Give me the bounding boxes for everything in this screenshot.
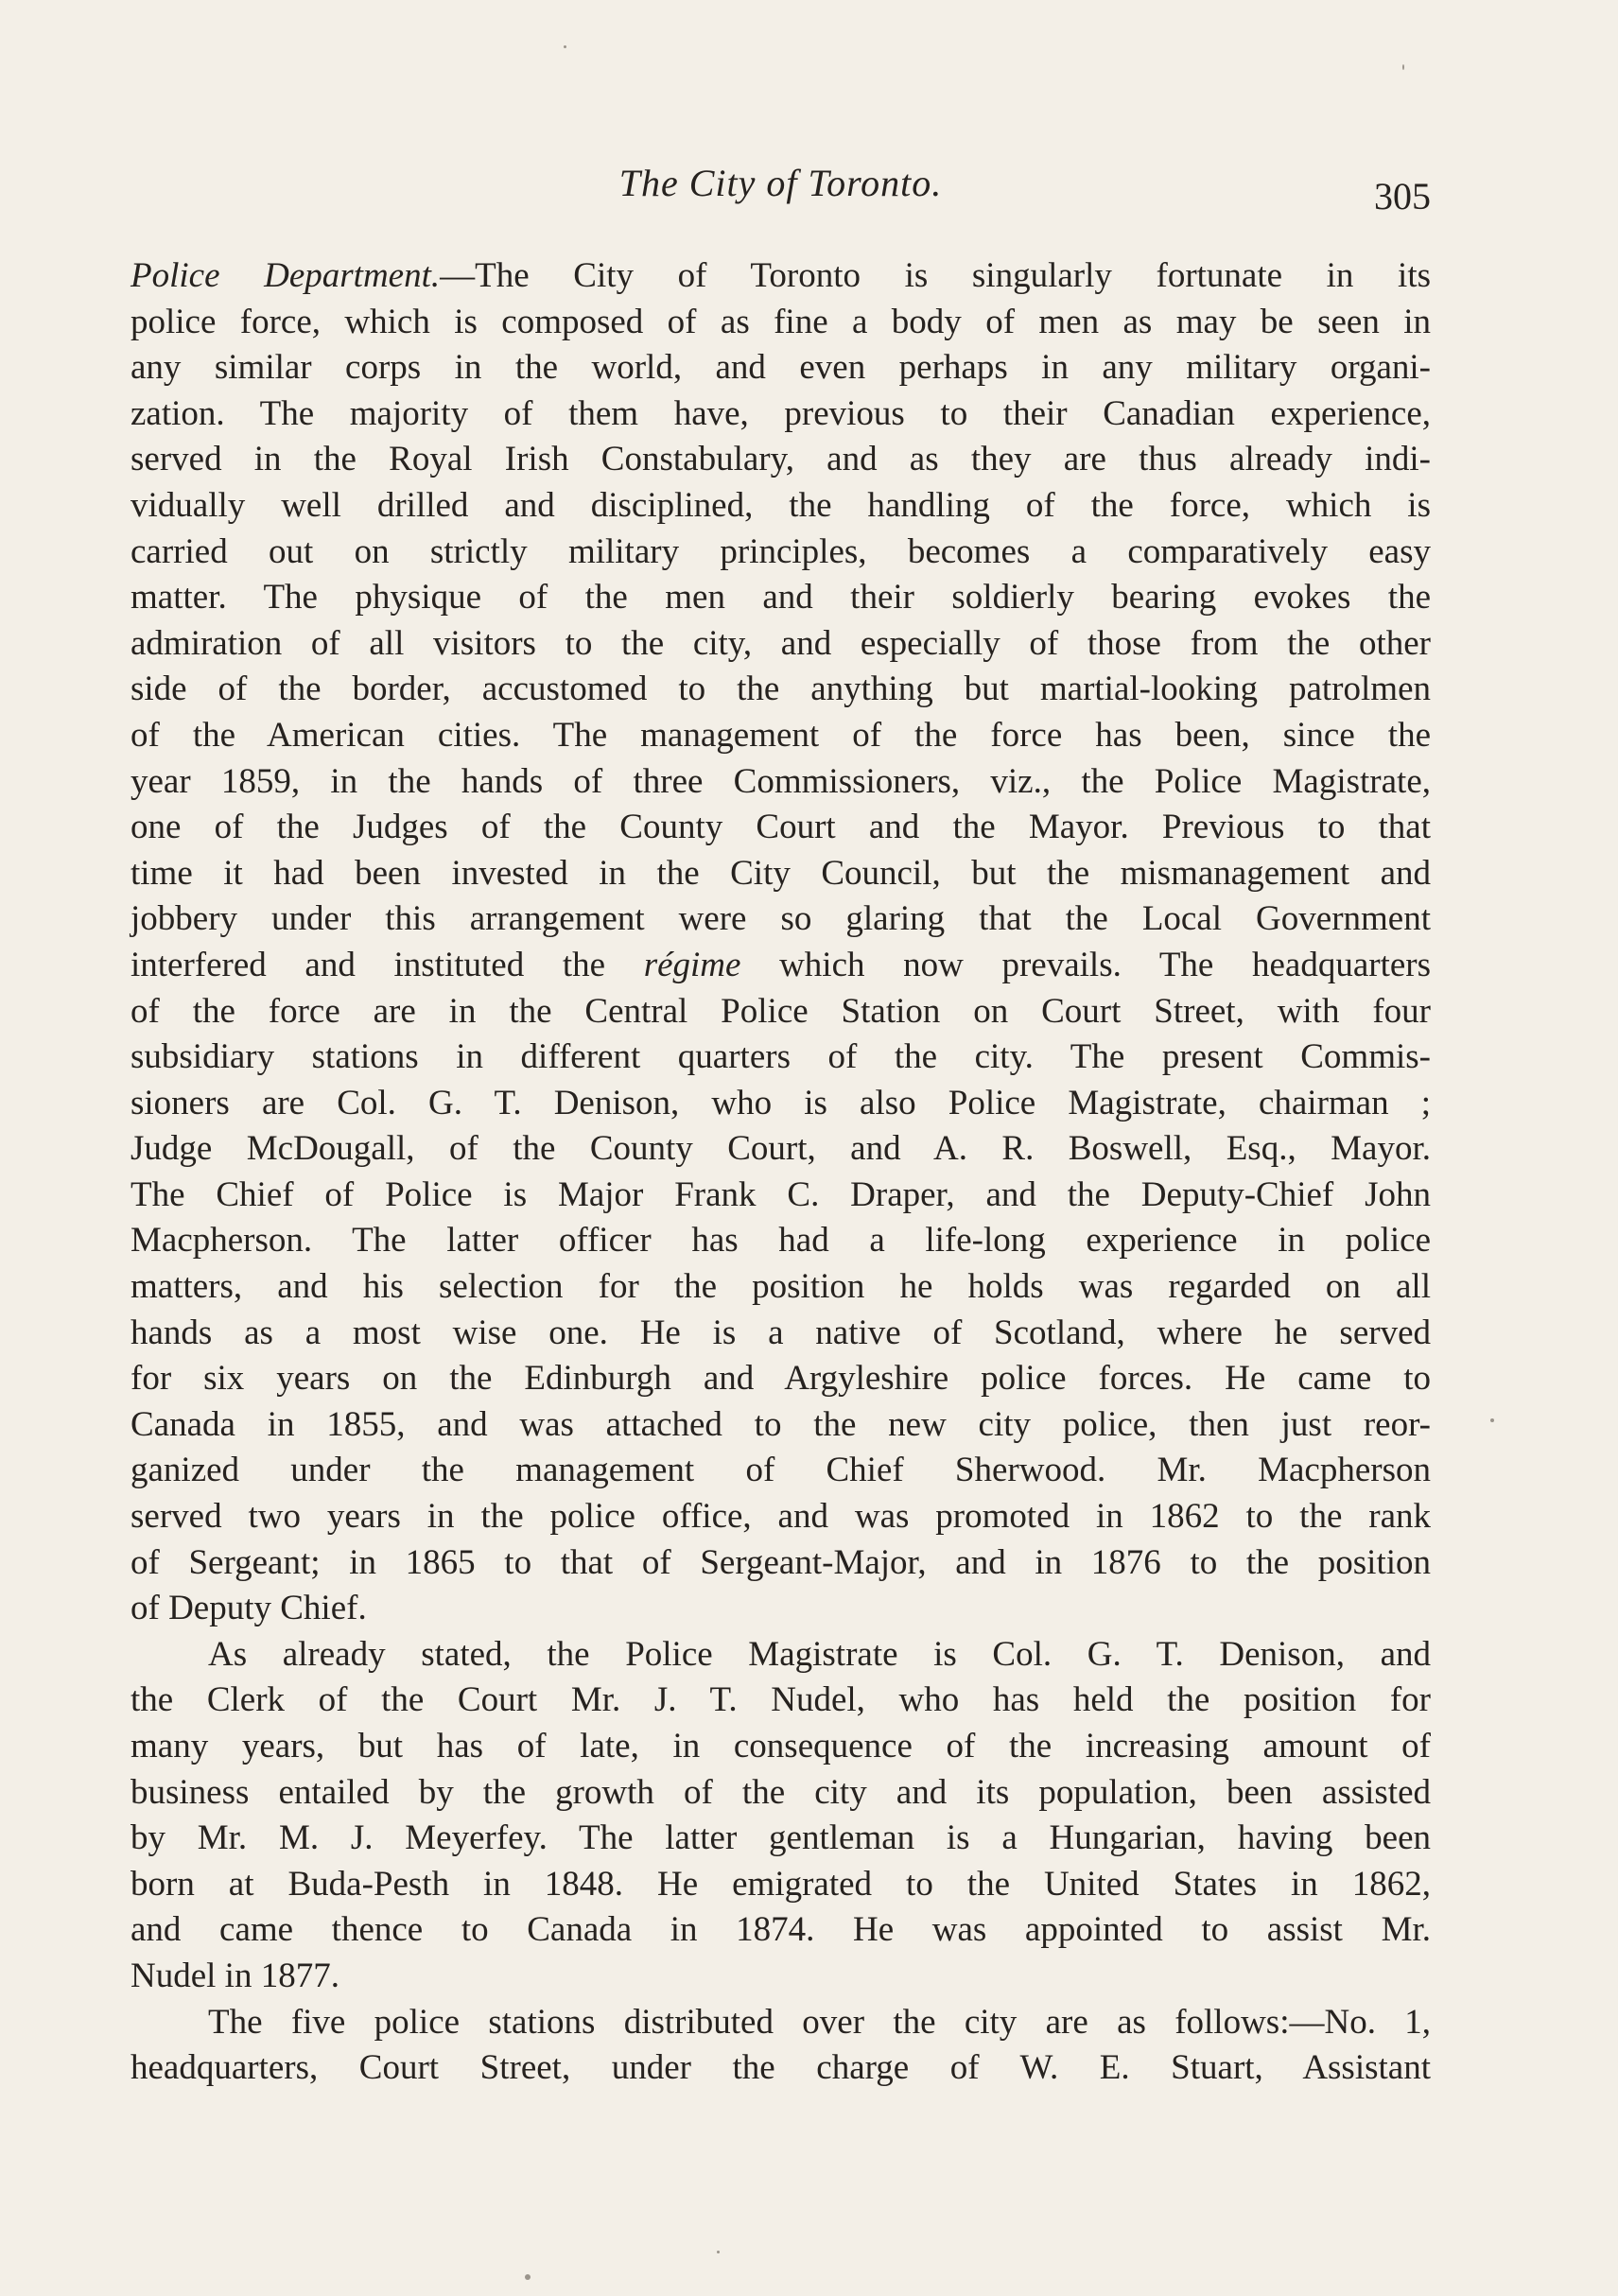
scan-speck [1402,64,1404,70]
line-text: many years, but has of late, in consequence of the increasing amount of [130,1727,1431,1765]
text-line [130,621,1431,668]
text-line [130,1356,1431,1402]
text-line [130,1724,1431,1770]
line-text: Canada in 1855, and was attached to the new city police, then just reor- [130,1404,1431,1444]
line-text: of Sergeant; in 1865 to that of Sergeant-Major, and in 1876 to the position [130,1542,1431,1582]
text-line [130,2045,1431,2092]
line-text: carried out on strictly military principles, becomes a comparatively easy [130,531,1431,571]
line-text: sioners are Col. G. T. Denison, who is also Police Magistrate, chairman ; [130,1083,1431,1122]
line-text: and came thence to Canada in 1874. He was appointed to assist Mr. [130,1910,1431,1950]
line-text: headquarters, Court Street, under the charge of W. E. Stuart, Assistant [130,2048,1431,2088]
text-line [130,713,1431,759]
text-line [130,1540,1431,1587]
text-line [130,896,1431,943]
line-text: of the American cities. The management of the force has been, since the [130,715,1431,755]
line-text: served two years in the police office, and was promoted in 1862 to the rank [130,1497,1431,1537]
text-line [130,1081,1431,1127]
text-line [130,1311,1431,1357]
text-line [130,1907,1431,1954]
text-line [130,1173,1431,1219]
text-line [130,1218,1431,1264]
line-text: any similar corps in the world, and even perhaps in any military organi- [130,348,1431,388]
line-text: matter. The physique of the men and their soldierly bearing evokes the [130,578,1431,617]
text-line [130,345,1431,391]
italic-term: régime [643,945,741,984]
line-text-continued: which now prevails. The headquarters [740,945,1431,984]
line-text: police force, which is composed of as fine a body of men as may be seen in [130,302,1431,341]
line-text: one of the Judges of the County Court and the Mayor. Previous to that [130,808,1431,847]
line-text: ganized under the management of Chief Sherwood. Mr. Macpherson [130,1451,1431,1490]
line-text: business entailed by the growth of the city and its population, been assisted [130,1772,1431,1812]
scan-speck [525,2274,531,2280]
text-line [130,1678,1431,1724]
line-text: served in the Royal Irish Constabulary, and as they are thus already indi- [130,440,1431,479]
text-line [130,1126,1431,1173]
line-text: The Chief of Police is Major Frank C. Draper, and the Deputy-Chief John [130,1174,1431,1214]
line-text: zation. The majority of them have, previous to their Canadian experience, [130,393,1431,433]
text-line [130,437,1431,483]
text-line [130,1954,1431,2000]
text-line [130,253,1431,300]
line-text: Nudel in 1877. [130,1956,339,1995]
line-text: vidually well drilled and disciplined, the handling of the force, which is [130,485,1431,525]
line-text: Macpherson. The latter officer has had a life-long experience in police [130,1221,1431,1261]
text-line [130,2000,1431,2046]
line-text: subsidiary stations in different quarters of the city. The present Commis- [130,1037,1431,1077]
section-heading: Police Department. [130,256,441,295]
line-text: by Mr. M. J. Meyerfey. The latter gentleman is a Hungarian, having been [130,1818,1431,1858]
text-line [130,943,1431,989]
line-text: time it had been invested in the City Council, but the mismanagement and [130,853,1431,893]
text-line [130,667,1431,713]
text-line [130,483,1431,530]
line-text: born at Buda-Pesth in 1848. He emigrated to the United States in 1862, [130,1864,1431,1904]
line-text: hands as a most wise one. He is a native of Scotland, where he served [130,1313,1431,1352]
running-title: The City of Toronto. [618,162,943,204]
scan-speck [1490,1418,1494,1422]
line-text: —The City of Toronto is singularly fortunate in its [440,256,1432,295]
line-text: Judge McDougall, of the County Court, and A. R. Boswell, Esq., Mayor. [130,1129,1431,1169]
line-text: for six years on the Edinburgh and Argyleshire police forces. He came to [130,1359,1431,1399]
scan-speck [717,2251,720,2253]
page-number: 305 [1374,175,1431,217]
text-line [130,1494,1431,1540]
text-line [130,1035,1431,1081]
text-line [130,851,1431,897]
text-line [130,1264,1431,1311]
line-text: of the force are in the Central Police Station on Court Street, with four [130,991,1431,1031]
text-line [130,1862,1431,1908]
text-line [130,575,1431,621]
text-line [130,391,1431,438]
text-line [130,989,1431,1035]
body-text [130,253,1431,2092]
line-text: matters, and his selection for the position he holds was regarded on all [130,1267,1431,1307]
text-line [130,1586,1431,1632]
line-text: The five police stations distributed over the city are as follows:—No. 1, [208,2002,1431,2042]
text-line [130,1816,1431,1862]
running-head [130,161,1431,217]
text-line [130,759,1431,806]
line-text: side of the border, accustomed to the anything but martial-looking patrolmen [130,670,1431,709]
text-line [130,1402,1431,1449]
line-text: of Deputy Chief. [130,1589,367,1628]
line-text: jobbery under this arrangement were so glaring that the Local Government [130,899,1431,939]
text-line [130,530,1431,576]
line-text: year 1859, in the hands of three Commissioners, viz., the Police Magistrate, [130,761,1431,801]
text-line [130,1448,1431,1494]
text-line [130,805,1431,851]
line-text: interfered and instituted the [130,945,644,984]
line-text: the Clerk of the Court Mr. J. T. Nudel, who has held the position for [130,1680,1431,1720]
text-line [130,1632,1431,1679]
line-text: admiration of all visitors to the city, and especially of those from the other [130,623,1431,663]
scan-speck [564,45,566,48]
text-line [130,300,1431,346]
text-line [130,1770,1431,1817]
line-text: As already stated, the Police Magistrate is Col. G. T. Denison, and [208,1634,1431,1674]
